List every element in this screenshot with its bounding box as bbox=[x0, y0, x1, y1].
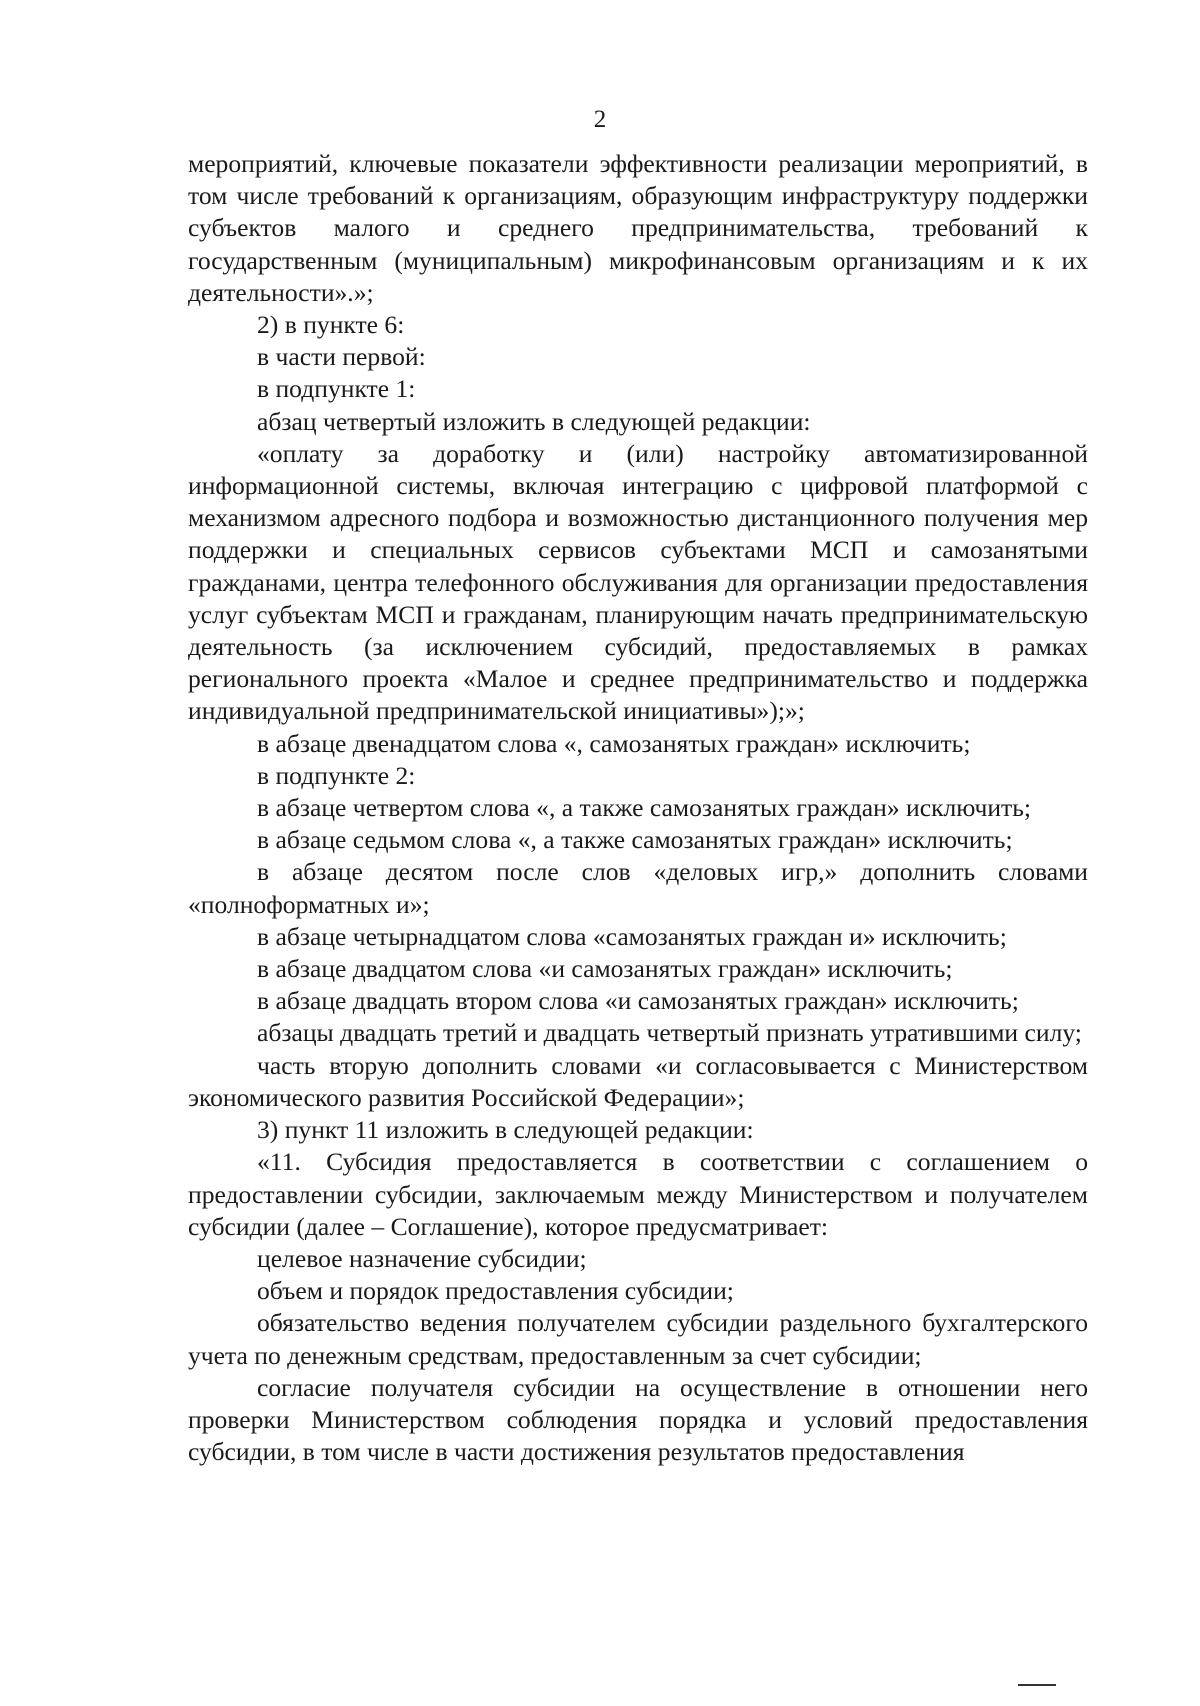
paragraph: в абзаце двадцать втором слова «и самозанятых граждан» исключить; bbox=[257, 986, 1019, 1016]
paragraph: обязательство ведения получателем субсидии раздельного бухгалтерского учета по денежным средствам, предоставленным за счет субсидии; bbox=[188, 1308, 1088, 1370]
paragraph: «11. Субсидия предоставляется в соответствии с соглашением о предоставлении субсидии, заключаемым между Министерством и получателем субсидии (далее – Соглашение), которое предусматривает: bbox=[188, 1147, 1088, 1241]
paragraph: часть вторую дополнить словами «и согласовывается с Министерством экономического развития Российской Федерации»; bbox=[188, 1050, 1088, 1112]
paragraph: в абзаце десятом после слов «деловых игр,» дополнить словами «полноформатных и»; bbox=[188, 857, 1088, 919]
paragraph: мероприятий, ключевые показатели эффективности реализации мероприятий, в том числе требований к организациям, образующим инфраструктуру поддержки субъектов малого и среднего предпринимательства, требований к государственным (муниципальным) микрофинансовым организациям и к их деятельности».»; bbox=[188, 149, 1088, 307]
paragraph: в абзаце двадцатом слова «и самозанятых граждан» исключить; bbox=[257, 954, 953, 984]
paragraph: 2) в пункте 6: bbox=[257, 310, 405, 340]
paragraph: в подпункте 1: bbox=[257, 374, 416, 404]
paragraph: в абзаце четвертом слова «, а также самозанятых граждан» исключить; bbox=[257, 793, 1031, 823]
paragraph: абзац четвертый изложить в следующей редакции: bbox=[257, 406, 811, 436]
paragraph: в абзаце двенадцатом слова «, самозанятых граждан» исключить; bbox=[257, 728, 971, 758]
paragraph: согласие получателя субсидии на осуществление в отношении него проверки Министерством соблюдения порядка и условий предоставления субсидии, в том числе в части достижения результатов предоставления bbox=[188, 1372, 1088, 1467]
paragraph: в абзаце седьмом слова «, а также самозанятых граждан» исключить; bbox=[257, 825, 1013, 855]
paragraph: в абзаце четырнадцатом слова «самозанятых граждан и» исключить; bbox=[257, 921, 1007, 951]
paragraph: 3) пункт 11 изложить в следующей редакции: bbox=[257, 1115, 754, 1145]
scan-edge-mark bbox=[1018, 1684, 1056, 1686]
page-number: 2 bbox=[593, 106, 607, 133]
paragraph: в подпункте 2: bbox=[257, 760, 416, 790]
paragraph: «оплату за доработку и (или) настройку автоматизированной информационной системы, включая интеграцию с цифровой платформой с механизмом адресного подбора и возможностью дистанционного получения мер поддержки и специальных сервисов субъектами МСП и самозанятыми гражданами, центра телефонного обслуживания для организации предоставления услуг субъектам МСП и гражданам, планирующим начать предпринимательскую деятельность (за исключением субсидий, предоставляемых в рамках регионального проекта «Малое и среднее предпринимательство и поддержка индивидуальной предпринимательской инициативы»);»; bbox=[188, 438, 1088, 726]
paragraph: объем и порядок предоставления субсидии; bbox=[257, 1276, 734, 1306]
document-body bbox=[188, 148, 1088, 1468]
paragraph: в части первой: bbox=[257, 342, 426, 372]
paragraph: абзацы двадцать третий и двадцать четвертый признать утратившими силу; bbox=[257, 1018, 1082, 1048]
paragraph: целевое назначение субсидии; bbox=[257, 1243, 587, 1273]
